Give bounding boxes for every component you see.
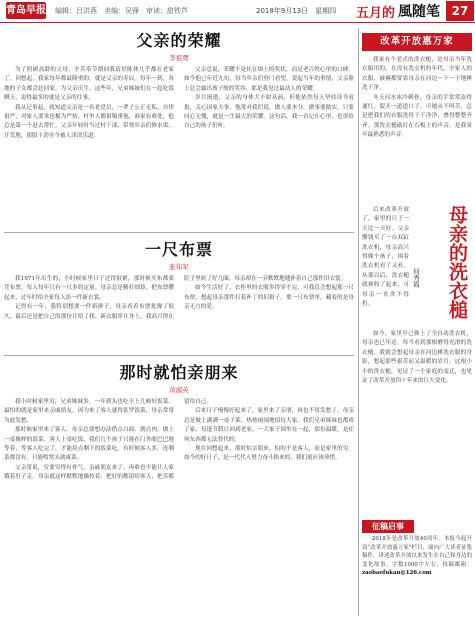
call-for-papers-title: 征稿启事 (362, 520, 414, 533)
paragraph: 如今生活好了，衣柜里的衣服多得穿不完，可我总会想起那一尺布票，想起母亲那件打着补丁的旧褂子。那一尺布票里，藏着的是母亲无言的爱。 (184, 285, 354, 311)
article-washing-mallet-top (362, 56, 472, 206)
newspaper-logo: 青岛早报 (6, 2, 46, 19)
paragraph: 后来改革开放了，家里的日子一天比一天好。父亲攒钱买了一台双缸洗衣机，母亲高兴得像个孩子，围着洗衣机看了又看。从那以后，洗衣槌就被收了起来，可母亲一直舍不得扔。 (362, 207, 409, 308)
paragraph: 我从记事起，就知道父亲是一名老党员，一辈子公正无私，自律很严，对家人要求也极为严格。村里人都很敬重他，谁家有难处，他总是第一个赶去帮忙。父亲年轻时当过村干部，带领乡亲们修水渠、开荒地，那股干劲至今被人津津乐道。 (4, 104, 174, 139)
article-body (4, 66, 354, 141)
section-name: 風随笔 (398, 4, 440, 20)
paragraph: 记得有一年，我特别想要一件新褂子，母亲看着布票犹豫了很久，最后还是把自己的那份让给了我。新衣服穿在身上，我高兴得在院子里转了好几圈，母亲却在一旁默默地缝补着自己那件旧衣裳。 (4, 276, 347, 320)
article-fathers-honor (4, 28, 354, 228)
column-brand: 五月的 (356, 6, 396, 21)
article-title: 父亲的荣耀 (136, 31, 222, 50)
article-washing-mallet-bottom (362, 330, 472, 516)
article-title: 一尺布票 (144, 240, 213, 259)
article-author: 张伟军 (169, 263, 189, 271)
editor-info: 编辑：吕洪燕 美编：吴锋 审读：甜铁芦 (55, 7, 188, 15)
paragraph: 我小时候家里穷，兄弟姊妹多，一年到头也吃不上几顿好饭菜。最怕的就是家里来亲戚朋友，因为来了客人就得张罗饭菜，母亲常常为此发愁。 (4, 399, 174, 424)
page-header (0, 0, 475, 23)
paragraph: 如今，家里早已换上了全自动洗衣机，母亲也已年迈。每当看到那根磨得光滑的洗衣槌，我就会想起母亲在河边捶洗衣服的身影，想起那些艰苦而又温暖的岁月。这根小小的洗衣槌，见证了一个家庭的变迁，也见证了改革开放四十年来的巨大变化。 (362, 331, 472, 385)
article-author: 黄淑英 (169, 386, 189, 394)
article-author: 李祖胥 (169, 54, 189, 62)
call-for-papers (362, 535, 472, 578)
page-number: 27 (446, 1, 474, 21)
paragraph: 父亲常说，穷要穷得有骨气，亲戚朋友来了，再难也不能让人家饿着肚子走。母亲就这样默默地操持着，把好的都留给客人，把苦都留给自己。 (4, 399, 212, 481)
feature-author: 何秀霞 (412, 268, 420, 288)
paragraph: 我1971年出生的，小时候家里日子过得很紧，那时候买布都要凭布票，每人每年只有一尺多的定量。母亲总是精打细算，把布票攒起来，过年时给全家每人添一件新衣裳。 (4, 276, 174, 301)
feature-title: 母亲的洗衣槌 (446, 205, 468, 319)
article-body (4, 398, 354, 483)
paragraph: 为了照顾高龄的父母，辛苦奉节期间我请好陈休几乎都在老家了。回想起，我家每年都最隆重的，就是父亲的寿辰。每年一到，各地的子女都会赶回家，为父亲庆生。这些年，兄弟姊妹们在一起吃饭聊天，说得最多的就是父亲的往事。 (4, 67, 174, 102)
paragraph: 后来日子慢慢好起来了，家里来了亲朋，再也不用发愁了。母亲总是做上满满一桌子菜，热热闹闹地招待大家。我们兄弟姊妹也都成了家，每逢节假日回到老家，一大家子围坐在一起，那份温暖，是任何东西都无法替代的。 (184, 408, 354, 443)
article-title: 那时就怕亲朋来 (119, 363, 239, 382)
divider (4, 355, 354, 356)
article-body (4, 275, 354, 322)
paragraph: 岁月流逝，父亲的身体大不如从前，但他依然每天坚持读书看报，关心国家大事。他常对我们说，做人要本分，做事要踏实，只要问心无愧，就是一生最大的荣耀。这句话，我一直记在心里，也讲给自己的孩子们听。 (184, 95, 354, 130)
paragraph: 现在回想起来，那时怕亲朋来，怕的不是客人，而是家里的穷。如今的好日子，是一代代人努力奋斗换来的，我们更应该珍惜。 (184, 446, 354, 462)
paragraph: 冬天河水冰冷刺骨，母亲的手常常冻得通红，裂开一道道口子。可她从不叫苦，总是把我们的衣服洗得干干净净，叠得整整齐齐。那洗衣槌敲打在石板上的声音，是我童年最熟悉的声音。 (362, 94, 472, 139)
divider (4, 232, 354, 233)
notice-email[interactable]: zaobaofukan@126.com (362, 570, 432, 577)
feature-banner: 改革开放惠万家 (362, 33, 472, 51)
notice-text: 2018年是改革开放40周年。本报今起开设“改革开放惠万家”栏目，面向广大读者征集稿件，讲述改革开放以来发生在自己和身边的变化故事。字数1000字左右，投稿邮箱： (362, 536, 472, 568)
paragraph: 那时候家里来了客人，母亲总要想办法借点白面、割点肉，做上一桌像样的饭菜。客人上桌吃饭，我们几个孩子只能在门外眼巴巴地等着，等客人吃完了，才能捡点剩下的饭菜吃。有时候客人多，连剩菜都没有，只能啃窝头就咸菜。 (4, 427, 174, 462)
column-divider (358, 28, 359, 616)
article-cloth-coupon (4, 237, 354, 352)
issue-date: 2018年9月13日 星期四 (256, 7, 337, 15)
paragraph: 父亲总说，荣耀不是挂在墙上的奖状，而是老百姓心里的口碑。如今他已年近九旬，每当乡亲们登门看望，说起当年的事情，父亲脸上总会露出孩子般的笑容，那是我见过最动人的荣耀。 (184, 67, 354, 92)
article-fear-of-guests (4, 360, 354, 616)
paragraph: 我家有个老式的洗衣槌，是母亲当年洗衣服用的。在没有洗衣机的年代，全家人的衣服、被褥都要靠母亲在河边一下一下地捶洗干净。 (362, 57, 472, 92)
article-washing-mallet-side (362, 206, 409, 326)
